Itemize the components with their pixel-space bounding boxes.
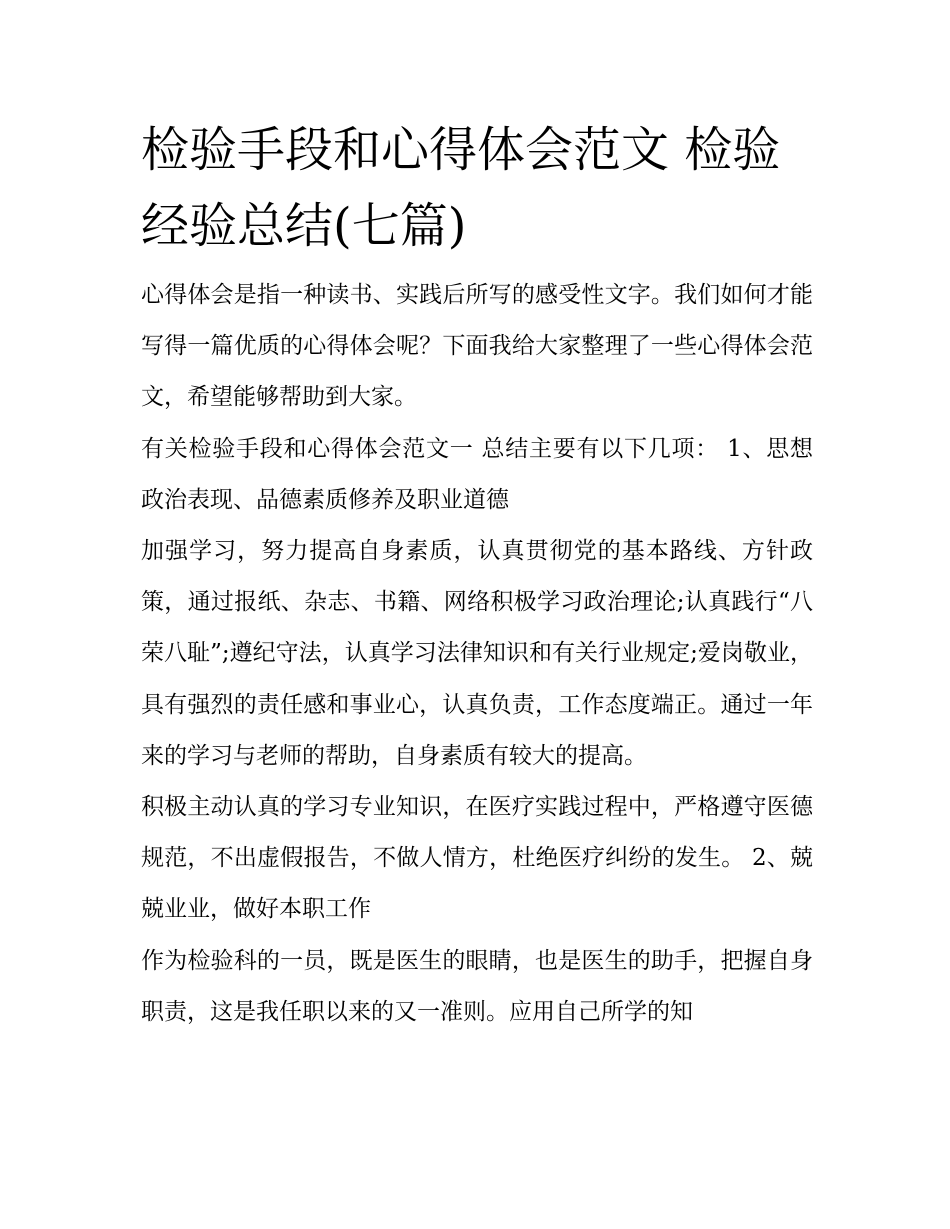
paragraph-intro: 心得体会是指一种读书、实践后所写的感受性文字。我们如何才能写得一篇优质的心得体会呢？下面我给大家整理了一些心得体会范文，希望能够帮助到大家。 <box>141 282 813 411</box>
document-body <box>141 112 813 1038</box>
paragraph-study: 加强学习，努力提高自身素质，认真贯彻党的基本路线、方针政策，通过报纸、杂志、书籍、网络积极学习政治理论;认真践行“八荣八耻”;遵纪守法，认真学习法律知识和有关行业规定;爱岗敬业，具有强烈的责任感和事业心，认真负责，工作态度端正。通过一年来的学习与老师的帮助，自身素质有较大的提高。 <box>141 538 813 769</box>
paragraph-section-one-heading: 有关检验手段和心得体会范文一 总结主要有以下几项： 1、思想政治表现、品德素质修养及职业道德 <box>141 435 813 513</box>
document-title: 检验手段和心得体会范文 检验经验总结(七篇) <box>141 122 781 254</box>
paragraph-lab-duty: 作为检验科的一员，既是医生的眼睛，也是医生的助手，把握自身职责，这是我任职以来的又一准则。应用自己所学的知 <box>141 947 813 1025</box>
paragraph-professional-knowledge: 积极主动认真的学习专业知识，在医疗实践过程中，严格遵守医德规范，不出虚假报告，不做人情方，杜绝医疗纠纷的发生。 2、兢兢业业，做好本职工作 <box>141 794 813 923</box>
